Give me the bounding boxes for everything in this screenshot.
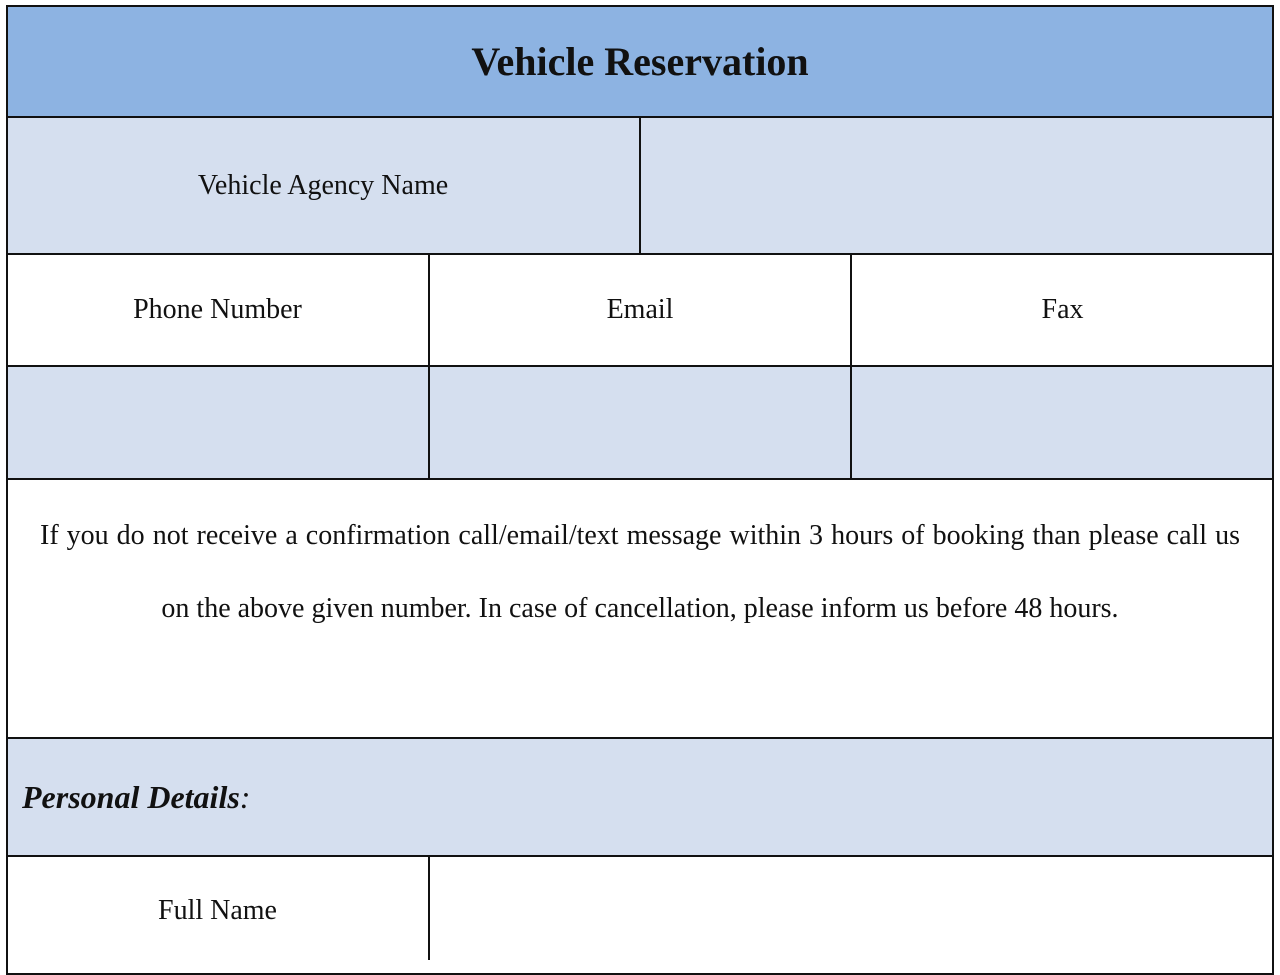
email-field[interactable] (429, 366, 851, 479)
agency-name-label: Vehicle Agency Name (6, 117, 640, 254)
form-title: Vehicle Reservation (6, 5, 1274, 117)
fax-field[interactable] (851, 366, 1274, 479)
fax-label: Fax (851, 254, 1274, 366)
section-title: Personal Details (22, 778, 240, 815)
section-colon: : (239, 778, 251, 815)
full-name-field[interactable] (429, 856, 1274, 966)
divider (6, 737, 1274, 739)
personal-details-header (6, 738, 1274, 856)
email-label: Email (429, 254, 851, 366)
notice-text: If you do not receive a confirmation call/email/text message within 3 hours of booking than please call us on the above given number. In case of cancellation, please inform us before 48 hours. (40, 520, 1240, 624)
phone-number-label: Phone Number (6, 254, 429, 366)
agency-name-field[interactable] (640, 117, 1274, 254)
divider (6, 855, 1274, 857)
divider (850, 254, 852, 479)
phone-number-field[interactable] (6, 366, 429, 479)
divider (639, 117, 641, 254)
divider (428, 254, 430, 479)
full-name-label: Full Name (6, 856, 429, 966)
divider (428, 856, 430, 960)
divider (6, 365, 1274, 367)
divider (6, 478, 1274, 480)
notice-text-block (6, 479, 1274, 738)
